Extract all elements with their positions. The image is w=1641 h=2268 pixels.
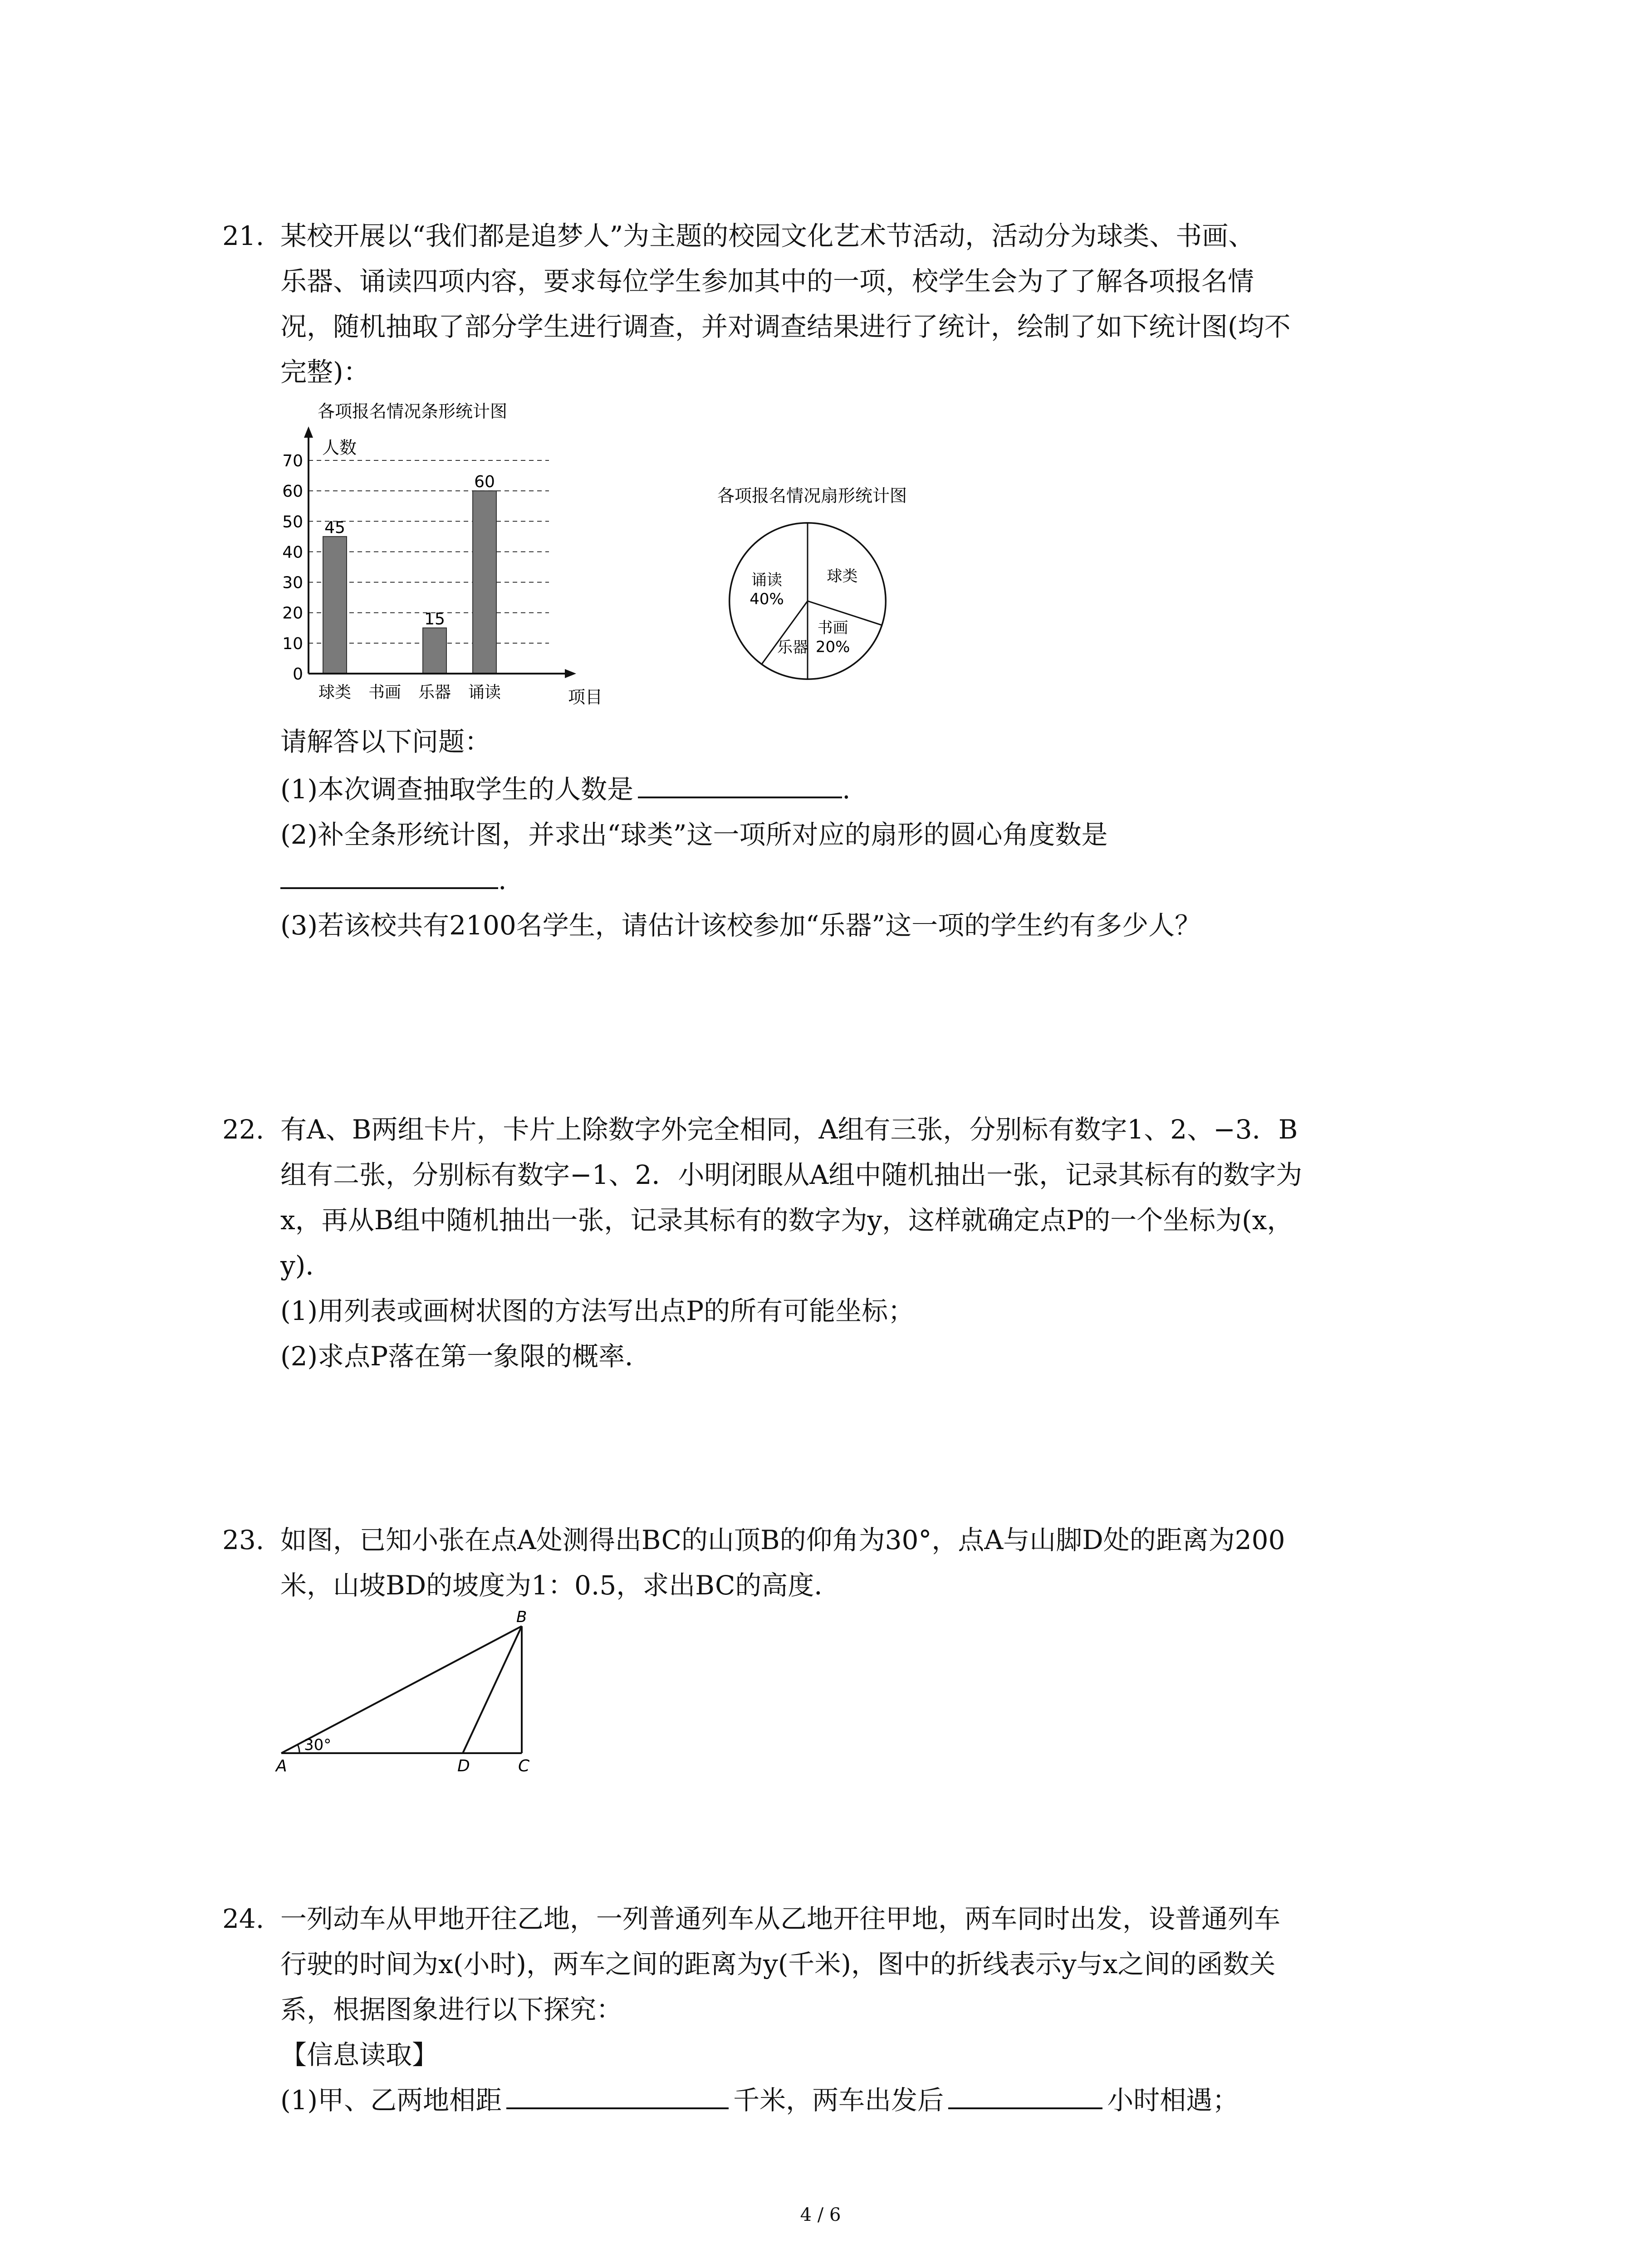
x-tick-label: 乐器 [418,683,451,702]
q23-triangle-figure [268,1606,558,1774]
pie-slice-label: 球类 [827,567,858,586]
bar [423,628,446,674]
q23-line-1: 如图，已知小张在点A处测得出BC的山顶B的仰角为30°，点A与山脚D处的距离为200 [280,1525,1285,1555]
q21-line-4: 完整)： [280,357,370,387]
q21-sub2: (2)补全条形统计图，并求出“球类”这一项所对应的扇形的圆心角度数是 [280,819,1108,850]
bar-value-label: 15 [424,610,445,629]
point-d-label: D [457,1757,470,1775]
pie-chart [699,476,971,694]
x-tick-label: 诵读 [468,683,501,702]
bar-chart-title: 各项报名情况条形统计图 [318,401,508,421]
q24-sub1-text-c: 小时相遇； [1107,2085,1239,2116]
bar-chart-ylabel: 人数 [322,438,357,458]
q21-number: 21. [222,220,265,251]
pie-slice-label: 书画 [817,619,848,637]
q23-line-2: 米，山坡BD的坡度为1：0.5，求出BC的高度． [280,1570,841,1601]
q21-sub2-answer-line [280,857,506,903]
x-tick-label: 球类 [318,683,352,702]
q24-sub1-text-a: (1)甲、乙两地相距 [280,2085,502,2116]
page-number: 4 / 6 [800,2204,841,2225]
q22-line-1: 有A、B两组卡片，卡片上除数字外完全相同，A组有三张，分别标有数字1、2、−3．B [280,1114,1298,1145]
bar-chart [272,395,603,721]
point-c-label: C [518,1757,530,1775]
q22-line-2: 组有二张，分别标有数字−1、2．小明闭眼从A组中随机抽出一张，记录其标有的数字为 [280,1159,1303,1190]
x-axis-arrow-icon [565,669,576,678]
q24-line-2: 行驶的时间为x(小时)，两车之间的距离为y(千米)，图中的折线表示y与x之间的函数关 [280,1949,1276,1980]
bar-chart-xlabel: 项目 [568,687,603,707]
q21-prompt: 请解答以下问题： [280,726,491,757]
y-tick-label: 50 [282,513,303,532]
q24-meet-time-blank[interactable] [948,2078,1102,2109]
pie-chart-title: 各项报名情况扇形统计图 [717,486,907,506]
y-axis-arrow-icon [304,426,313,438]
q21-sub1 [280,767,851,812]
bar-chart-xticks [318,683,501,702]
q21-line-3: 况，随机抽取了部分学生进行调查，并对调查结果进行了统计，绘制了如下统计图(均不 [280,311,1291,342]
x-tick-label: 书画 [368,683,402,702]
bar [323,537,347,674]
q24-sub1 [280,2077,1239,2123]
q22-line-3: x，再从B组中随机抽出一张，记录其标有的数字为y，这样就确定点P的一个坐标为(x， [280,1205,1293,1236]
y-tick-label: 0 [293,665,303,684]
pie-slice-percent: 40% [749,590,784,608]
q21-line-1: 某校开展以“我们都是追梦人”为主题的校园文化艺术节活动，活动分为球类、书画、 [280,220,1255,251]
y-tick-label: 20 [282,604,303,623]
q22-number: 22. [222,1114,265,1145]
q24-line-3: 系，根据图象进行以下探究： [280,1994,623,2025]
q21-sub2-answer-blank[interactable] [280,858,498,889]
q21-sub2-end: . [498,865,507,895]
q24-distance-blank[interactable] [506,2078,729,2109]
y-tick-label: 70 [282,452,303,470]
q22-sub2: (2)求点P落在第一象限的概率． [280,1341,652,1372]
q21-line-2: 乐器、诵读四项内容，要求每位学生参加其中的一项，校学生会为了了解各项报名情 [280,266,1254,297]
q24-line-1: 一列动车从甲地开往乙地，一列普通列车从乙地开往甲地，两车同时出发，设普通列车 [280,1903,1281,1934]
q22-sub1: (1)用列表或画树状图的方法写出点P的所有可能坐标； [280,1295,915,1326]
pie-slice-percent: 20% [815,638,850,656]
bar-value-label: 45 [324,518,345,537]
q23-number: 23. [222,1525,265,1555]
y-tick-label: 60 [282,482,303,501]
q24-sub1-text-b: 千米，两车出发后 [733,2085,944,2116]
point-a-label: A [276,1757,287,1775]
q24-section-title: 【信息读取】 [280,2039,439,2070]
line-ab [281,1626,522,1753]
point-b-label: B [516,1608,527,1626]
y-tick-label: 40 [282,543,303,562]
bar [473,491,496,674]
pie-slice-label: 乐器 [777,638,808,657]
line-bd [463,1626,522,1753]
bar-value-label: 60 [474,473,495,492]
q21-sub1-answer-blank[interactable] [638,767,842,798]
y-tick-label: 10 [282,634,303,653]
y-tick-label: 30 [282,573,303,592]
q21-sub1-text: (1)本次调查抽取学生的人数是 [280,774,634,805]
q21-sub3: (3)若该校共有2100名学生，请估计该校参加“乐器”这一项的学生约有多少人？ [280,910,1201,941]
q24-number: 24. [222,1903,265,1934]
bar-chart-yticks [282,452,303,684]
q22-line-4: y)． [280,1250,332,1281]
pie-slice-label: 诵读 [751,571,783,589]
angle-arc-icon [298,1745,299,1753]
q21-sub1-end: . [842,774,851,805]
angle-label: 30° [304,1736,332,1754]
